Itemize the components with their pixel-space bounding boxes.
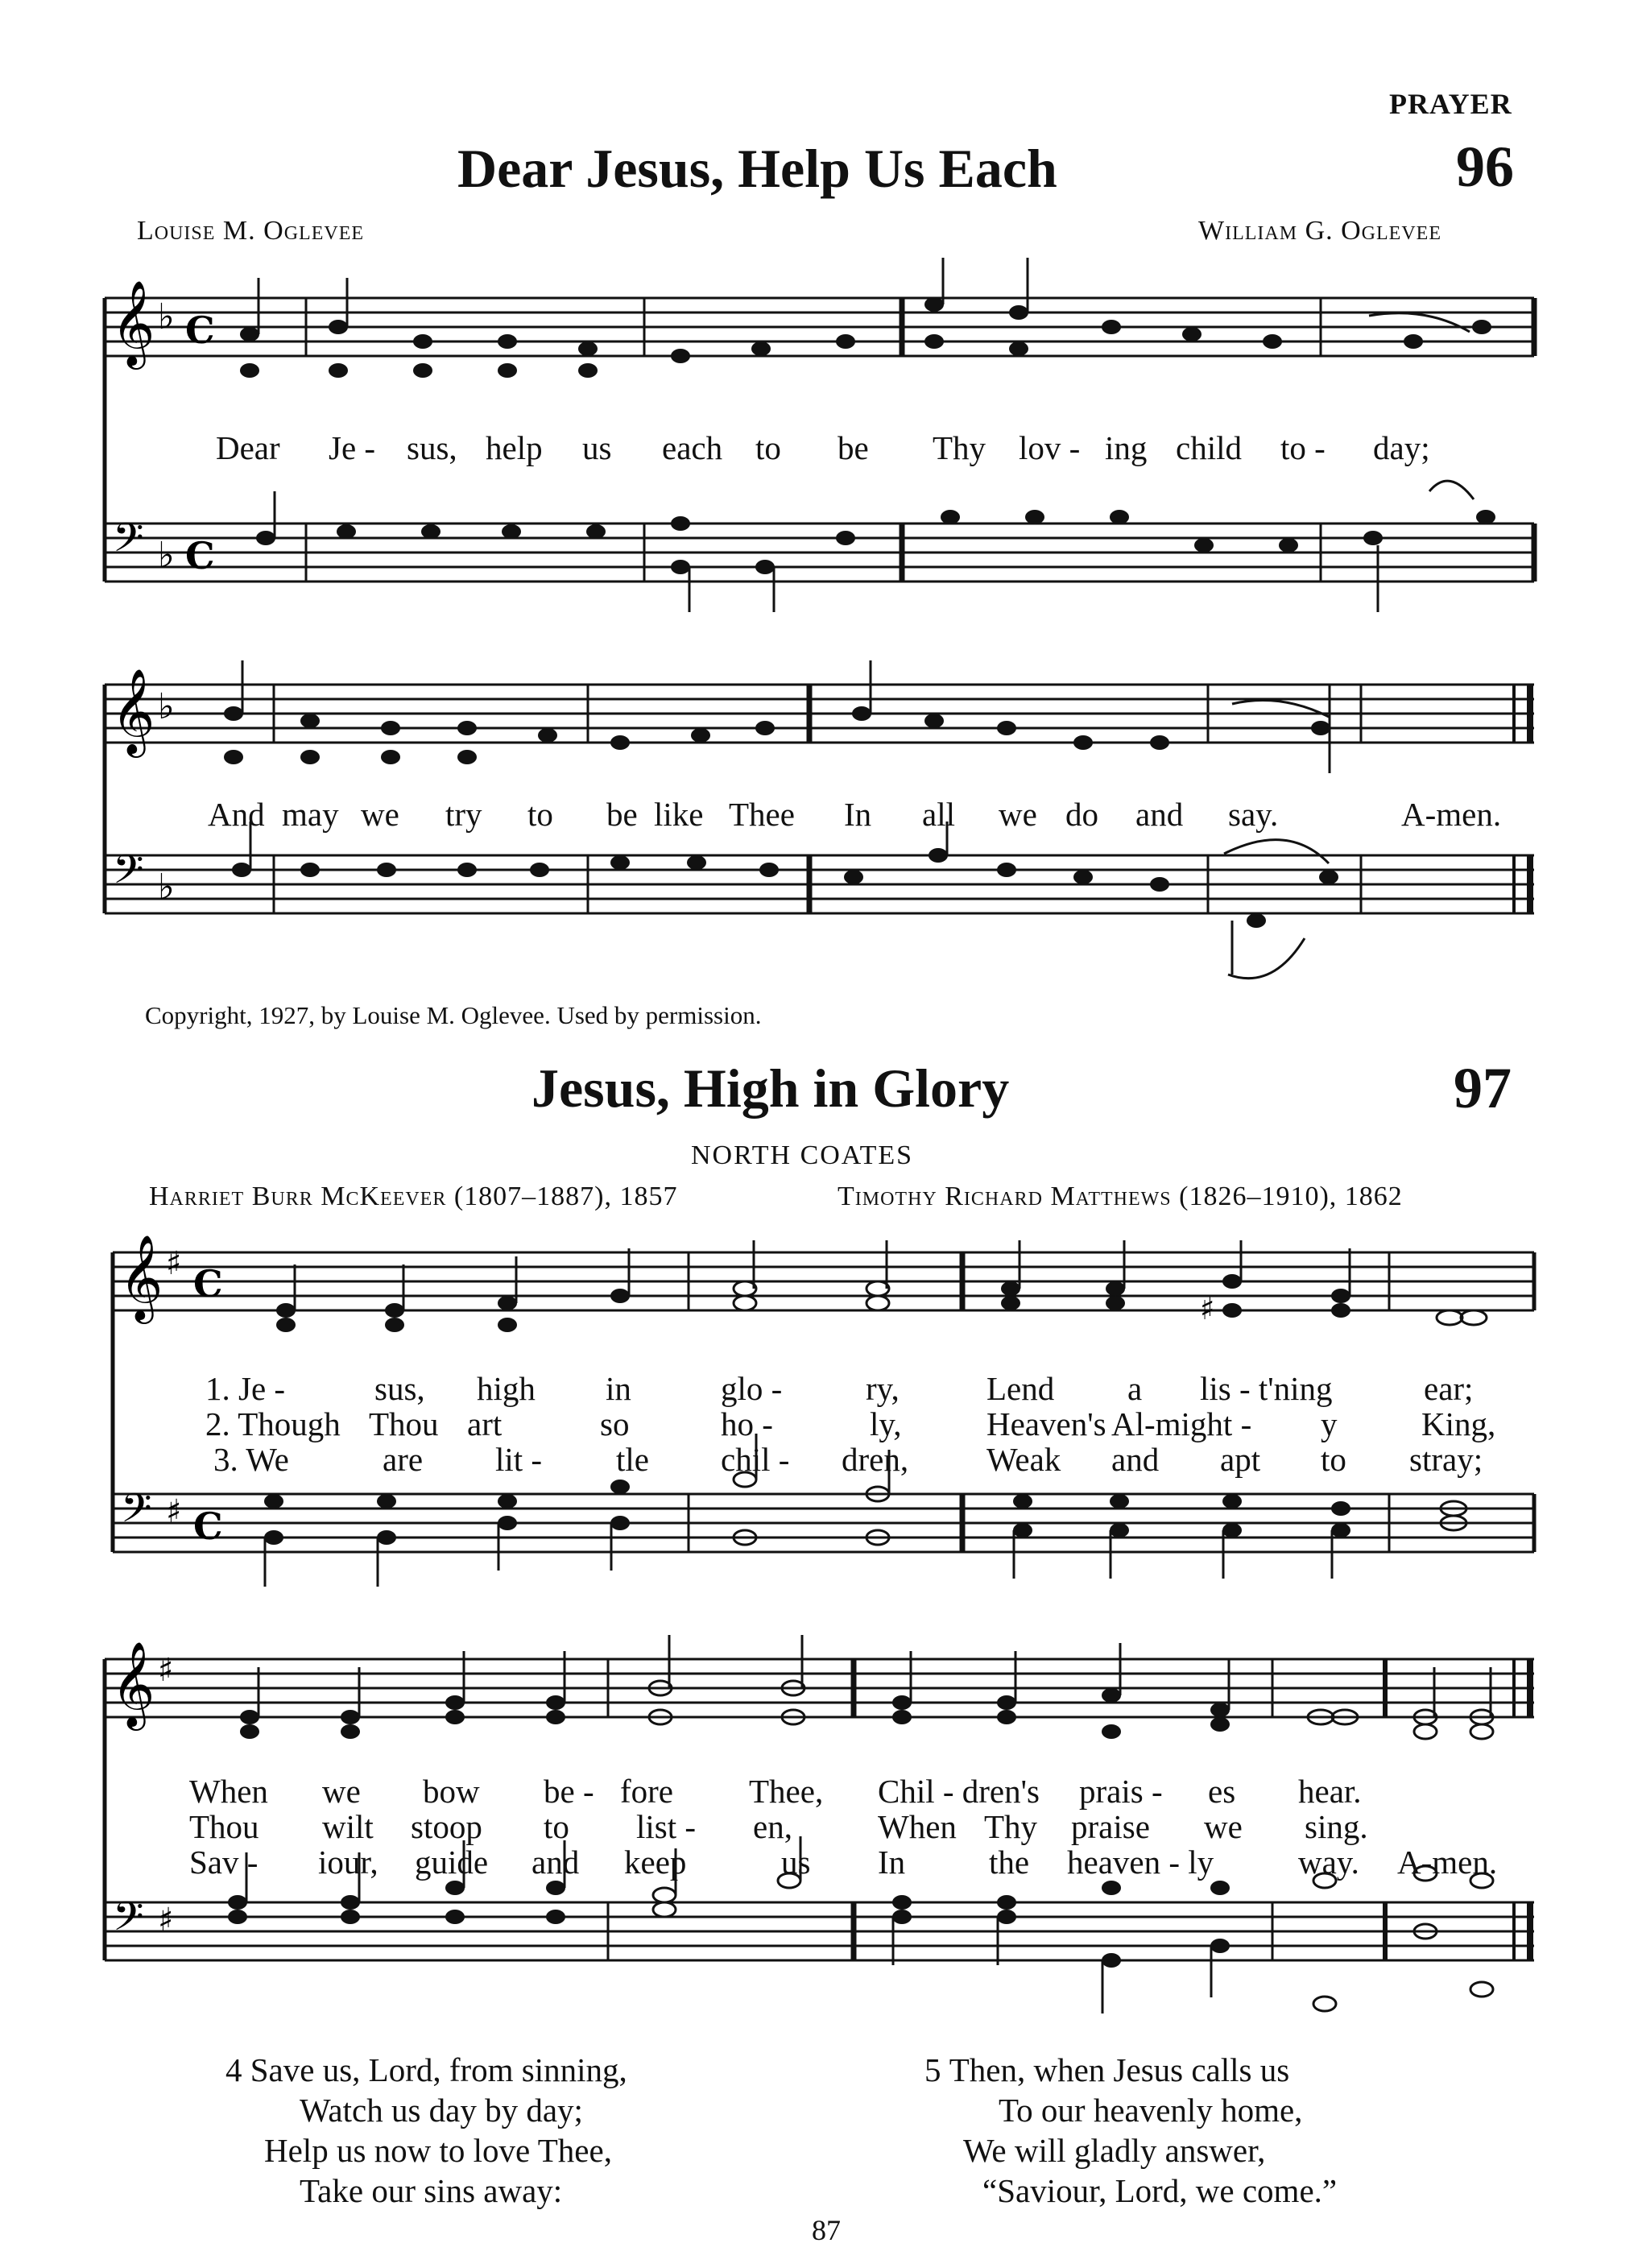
lyric-syllable: we	[361, 796, 399, 833]
lyric-syllable: Chil - dren's	[878, 1773, 1040, 1810]
svg-text:C: C	[185, 534, 215, 577]
svg-text:♭: ♭	[158, 686, 175, 727]
lyric-syllable: iour,	[318, 1844, 378, 1881]
lyric-syllable: all	[922, 796, 955, 833]
lyric-syllable: prais -	[1079, 1773, 1163, 1810]
lyric-syllable: to -	[1280, 429, 1326, 466]
lyric-syllable: And	[208, 796, 265, 833]
lyric-syllable: us	[582, 429, 612, 466]
svg-text:𝄢: 𝄢	[121, 1485, 152, 1542]
lyric-syllable: When	[878, 1808, 957, 1845]
lyric-syllable: help	[486, 429, 543, 466]
hymn-96-title: Dear Jesus, Help Us Each	[457, 138, 1057, 199]
stanza-text: Then, when Jesus calls us	[949, 2051, 1290, 2088]
stanza-line: Take our sins away:	[300, 2172, 563, 2209]
section-label: PRAYER	[1389, 88, 1512, 120]
lyric-syllable: Sav -	[189, 1844, 259, 1881]
lyric-syllable: sing.	[1305, 1808, 1368, 1845]
svg-text:𝄢: 𝄢	[113, 515, 144, 571]
svg-text:𝄢: 𝄢	[113, 1893, 144, 1950]
hymn-96-number: 96	[1456, 135, 1514, 199]
hymn-97-verse-rows-2	[0, 1772, 1642, 1885]
hymn-96-copyright: Copyright, 1927, by Louise M. Oglevee. Used by permission.	[145, 1001, 762, 1029]
stanza-4	[225, 2050, 627, 2211]
hymn-97-verse-rows-1	[0, 1369, 1642, 1482]
svg-text:♭: ♭	[158, 867, 175, 908]
lyric-syllable: art	[467, 1405, 503, 1442]
lyric-syllable: When	[189, 1773, 268, 1810]
lyric-syllable: 2. Though	[205, 1405, 341, 1442]
lyric-syllable: stray;	[1409, 1441, 1483, 1478]
lyric-syllable: are	[383, 1441, 424, 1478]
lyric-syllable: so	[600, 1405, 630, 1442]
lyric-syllable: sus,	[374, 1370, 425, 1407]
lyric-syllable: A-men.	[1397, 1844, 1498, 1881]
hymn-96-lyrics-line-1	[0, 428, 1642, 469]
svg-text:C: C	[185, 308, 215, 352]
lyric-syllable: lov -	[1019, 429, 1081, 466]
lyric-syllable: wilt	[322, 1808, 374, 1845]
lyric-syllable: Thou	[189, 1808, 259, 1845]
stanza-line: To our heavenly home,	[999, 2092, 1303, 2129]
lyric-syllable: Thee	[729, 796, 795, 833]
svg-text:𝄞: 𝄞	[119, 1234, 163, 1320]
hymn-97-title: Jesus, High in Glory	[531, 1057, 1010, 1119]
lyric-syllable: ing	[1105, 429, 1148, 466]
lyric-syllable: to	[1321, 1441, 1346, 1478]
lyric-syllable: a	[1127, 1370, 1143, 1407]
lyric-syllable: and	[1135, 796, 1184, 833]
lyric-syllable: sus,	[407, 429, 457, 466]
lyric-syllable: like	[654, 796, 704, 833]
lyric-syllable: guide	[415, 1844, 489, 1881]
svg-text:♯: ♯	[158, 1902, 174, 1939]
lyric-syllable: Lend	[986, 1370, 1055, 1407]
lyric-syllable: 1. Je -	[205, 1370, 286, 1407]
lyric-syllable: tle	[616, 1441, 649, 1478]
lyric-syllable: to	[544, 1808, 569, 1845]
lyric-syllable: ry,	[866, 1370, 900, 1407]
svg-text:𝄞: 𝄞	[111, 1641, 155, 1727]
stanza-line	[924, 2050, 1337, 2090]
lyric-syllable: way.	[1298, 1844, 1359, 1881]
lyric-syllable: In	[878, 1844, 906, 1881]
svg-text:♭: ♭	[158, 535, 175, 576]
svg-text:♯: ♯	[158, 1652, 174, 1689]
lyric-syllable: and	[1111, 1441, 1160, 1478]
svg-text:♯: ♯	[166, 1245, 182, 1282]
lyric-syllable: 3. We	[213, 1441, 289, 1478]
lyric-syllable: King,	[1421, 1405, 1496, 1442]
lyric-syllable: we	[999, 796, 1037, 833]
verse-2-row	[0, 1807, 1642, 1843]
lyric-syllable: glo -	[721, 1370, 783, 1407]
lyric-syllable: the	[989, 1844, 1030, 1881]
stanza-5	[924, 2050, 1337, 2211]
verse-3-row	[0, 1843, 1642, 1881]
hymn-96-system-2	[0, 636, 1642, 1047]
lyric-syllable: to	[527, 796, 553, 833]
lyric-syllable: may	[282, 796, 339, 833]
lyric-syllable: stoop	[411, 1808, 482, 1845]
hymn-96-lyrics-line-2	[0, 795, 1642, 835]
svg-text:♯: ♯	[166, 1493, 182, 1530]
svg-text:C: C	[193, 1262, 223, 1306]
svg-text:C: C	[193, 1504, 223, 1548]
verse-1-row	[0, 1772, 1642, 1810]
lyric-syllable: apt	[1220, 1441, 1261, 1478]
stanza-line: Help us now to love Thee,	[264, 2132, 612, 2169]
svg-text:𝄞: 𝄞	[111, 668, 155, 754]
hymn-97-music-credit: Timothy Richard Matthews (1826–1910), 1862	[838, 1182, 1403, 1211]
lyric-syllable: A-men.	[1401, 796, 1502, 833]
lyric-syllable: in	[606, 1370, 631, 1407]
page-number: 87	[812, 2214, 841, 2246]
lyric-syllable: Heaven's	[986, 1405, 1106, 1442]
lyric-syllable: do	[1065, 796, 1098, 833]
lyric-syllable: Thy	[984, 1808, 1038, 1845]
lyric-syllable: lit -	[495, 1441, 543, 1478]
lyric-syllable: y	[1321, 1405, 1338, 1442]
lyric-syllable: keep	[624, 1844, 687, 1881]
lyric-syllable: Dear	[216, 429, 280, 466]
lyric-syllable: hear.	[1298, 1773, 1362, 1810]
lyric-syllable: Weak	[986, 1441, 1061, 1478]
lyric-syllable: In	[844, 796, 872, 833]
lyric-syllable: and	[531, 1844, 580, 1881]
lyric-syllable: list -	[636, 1808, 697, 1845]
lyric-syllable: Thy	[933, 429, 986, 466]
lyric-syllable: lis - t'ning	[1200, 1370, 1333, 1407]
stanza-line: “Saviour, Lord, we come.”	[982, 2172, 1338, 2209]
lyric-syllable: be	[606, 796, 638, 833]
stanza-number: 5	[924, 2051, 941, 2088]
hymn-96-music-credit: William G. Oglevee	[1198, 216, 1441, 246]
lyric-syllable: en,	[753, 1808, 792, 1845]
lyric-syllable: Je -	[329, 429, 376, 466]
stanza-line: Watch us day by day;	[300, 2092, 583, 2129]
verse-1-row	[0, 1369, 1642, 1405]
stanza-text: Save us, Lord, from sinning,	[250, 2051, 627, 2088]
lyric-syllable: us	[781, 1844, 811, 1881]
stanza-line	[225, 2050, 627, 2090]
lyric-syllable: each	[662, 429, 723, 466]
lyric-syllable: heaven - ly	[1067, 1844, 1214, 1881]
verse-2-row	[0, 1405, 1642, 1440]
hymn-96-words-credit: Louise M. Oglevee	[137, 216, 365, 246]
svg-text:♭: ♭	[158, 296, 175, 337]
lyric-syllable: say.	[1228, 796, 1279, 833]
lyric-syllable: we	[322, 1773, 361, 1810]
lyric-syllable: ear;	[1424, 1370, 1474, 1407]
lyric-syllable: child	[1176, 429, 1242, 466]
lyric-syllable: ly,	[870, 1405, 902, 1442]
lyric-syllable: fore	[620, 1773, 674, 1810]
lyric-syllable: be -	[544, 1773, 594, 1810]
lyric-syllable: chil -	[721, 1441, 790, 1478]
hymn-97-number: 97	[1454, 1056, 1512, 1120]
lyric-syllable: Thou	[369, 1405, 439, 1442]
lyric-syllable: we	[1204, 1808, 1243, 1845]
lyric-syllable: try	[445, 796, 482, 833]
verse-3-row	[0, 1440, 1642, 1478]
lyric-syllable: to	[755, 429, 781, 466]
lyric-syllable: day;	[1373, 429, 1430, 466]
stanza-line: We will gladly answer,	[963, 2132, 1266, 2169]
lyric-syllable: be	[838, 429, 869, 466]
hymn-97-words-credit: Harriet Burr McKeever (1807–1887), 1857	[149, 1182, 678, 1211]
lyric-syllable: ho -	[721, 1405, 773, 1442]
hymn-97-tune-name: NORTH COATES	[691, 1140, 914, 1170]
lyric-syllable: dren,	[842, 1441, 909, 1478]
svg-text:𝄞: 𝄞	[111, 279, 155, 366]
lyric-syllable: praise	[1071, 1808, 1150, 1845]
lyric-syllable: Thee,	[749, 1773, 824, 1810]
lyric-syllable: Al-might -	[1111, 1405, 1252, 1442]
svg-text:𝄢: 𝄢	[113, 846, 144, 903]
svg-text:♯: ♯	[1200, 1291, 1215, 1326]
lyric-syllable: es	[1208, 1773, 1236, 1810]
lyric-syllable: high	[477, 1370, 536, 1407]
stanza-number: 4	[225, 2051, 242, 2088]
lyric-syllable: bow	[423, 1773, 480, 1810]
